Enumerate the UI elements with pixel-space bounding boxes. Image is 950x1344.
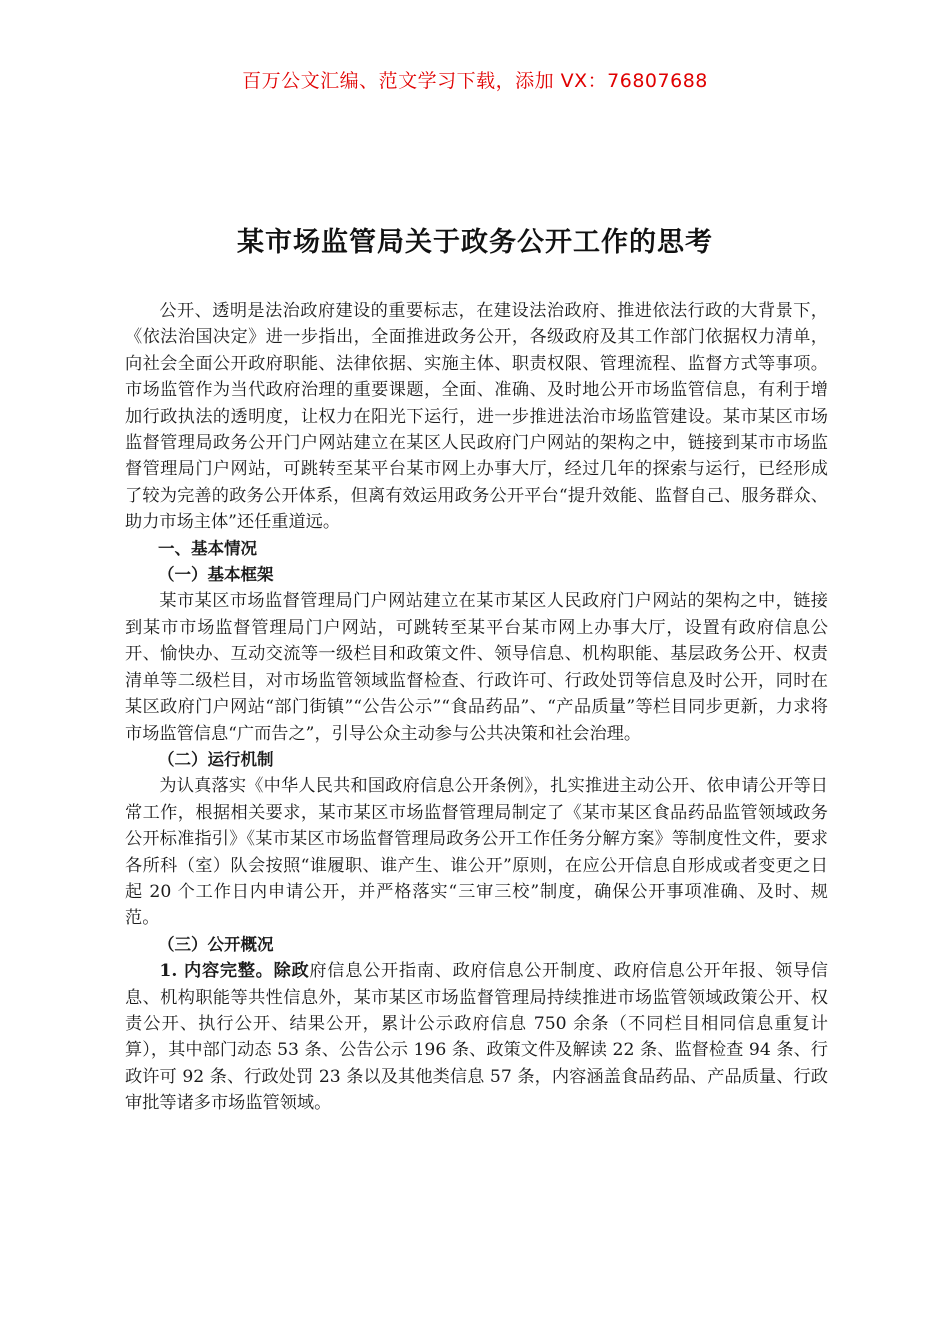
paragraph-basic-framework: 某市某区市场监督管理局门户网站建立在某市某区人民政府门户网站的架构之中，链接到某市市场监督管理局门户网站，可跳转至某平台某市网上办事大厅，设置有政府信息公开、愉快办、互动交流等一级栏目和政策文件、领导信息、机构职能、基层政务公开、权责清单等二级栏目，对市场监管领域监督检查、行政许可、行政处罚等信息及时公开，同时在某区政府门户网站“部门街镇”“公告公示”“食品药品”、“产品质量”等栏目同步更新，力求将市场监管信息“广而告之”，引导公众主动参与公共决策和社会治理。: [125, 591, 828, 744]
paragraph-operating-mechanism: 为认真落实《中华人民共和国政府信息公开条例》，扎实推进主动公开、依申请公开等日常工作，根据相关要求，某市某区市场监督管理局制定了《某市某区食品药品监管领域政务公开标准指引》《某市某区市场监督管理局政务公开工作任务分解方案》等制度性文件，要求各所科（室）队会按照“谁履职、谁产生、谁公开”原则，在应公开信息自形成或者变更之日起 20 个工作日内申请公开，并严格落实“三审三校”制度，确保公开事项准确、及时、规范。: [125, 776, 828, 929]
document-body: [125, 298, 828, 1117]
section-heading-basic-situation: 一、基本情况: [158, 538, 257, 558]
promo-banner: 百万公文汇编、范文学习下载，添加 VX：76807688: [242, 70, 708, 92]
paragraph-rest: 府信息公开指南、政府信息公开制度、政府信息公开年报、领导信息、机构职能等共性信息外，某市某区市场监督管理局持续推进市场监管领域政策公开、权责公开、执行公开、结果公开，累计公示政府信息 750 余条（不同栏目相同信息重复计算），其中部门动态 53 条、公告公示 196 条、政策文件及解读 22 条、监督检查 94 条、行政许可 92 条、行政处罚 23 条以及其他类信息 57 条，内容涵盖食品药品、产品质量、行政审批等诸多市场监管领域。: [125, 961, 828, 1114]
subheading-basic-framework: （一）基本框架: [158, 565, 274, 585]
intro-paragraph: 公开、透明是法治政府建设的重要标志，在建设法治政府、推进依法行政的大背景下，《依法治国决定》进一步指出，全面推进政务公开，各级政府及其工作部门依据权力清单，向社会全面公开政府职能、法律依据、实施主体、职责权限、管理流程、监督方式等事项。市场监管作为当代政府治理的重要课题，全面、准确、及时地公开市场监管信息，有利于增加行政执法的透明度，让权力在阳光下运行，进一步推进法治市场监管建设。某市某区市场监督管理局政务公开门户网站建立在某区人民政府门户网站的架构之中，链接到某市市场监督管理局门户网站，可跳转至某平台某市网上办事大厅，经过几年的探索与运行，已经形成了较为完善的政务公开体系，但离有效运用政务公开平台“提升效能、监督自己、服务群众、助力市场主体”还任重道远。: [125, 301, 828, 533]
subheading-operating-mechanism: （二）运行机制: [158, 749, 274, 769]
paragraph-content-complete: [125, 958, 828, 1116]
paragraph-lead: 1. 内容完整。除政: [159, 961, 310, 982]
subheading-disclosure-overview: （三）公开概况: [158, 934, 274, 954]
page-title: 某市场监管局关于政务公开工作的思考: [237, 227, 713, 258]
